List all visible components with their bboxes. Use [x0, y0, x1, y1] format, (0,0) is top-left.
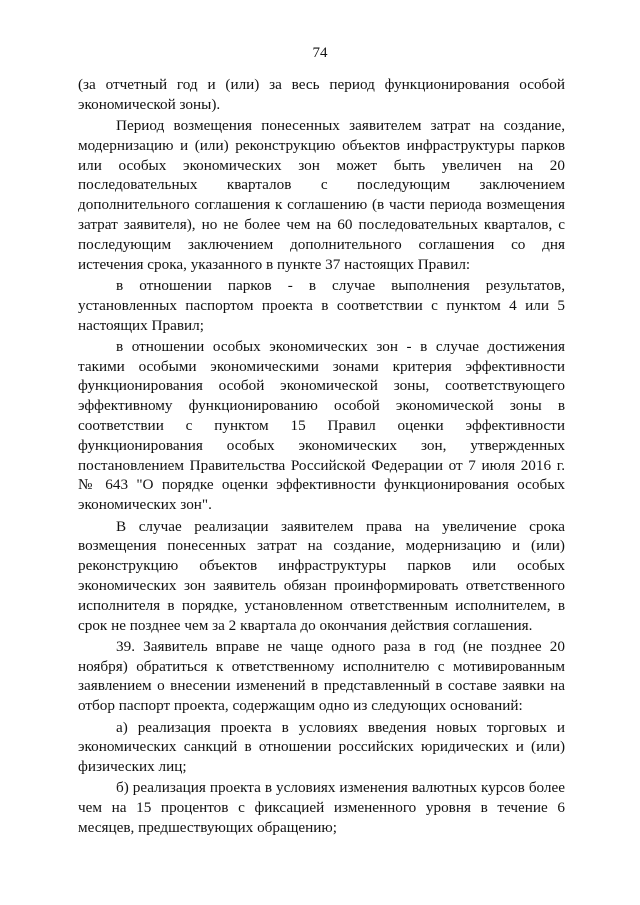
paragraph: Период возмещения понесенных заявителем затрат на создание, модернизацию и (или) реконструкцию объектов инфраструктуры парков или особых экономических зон может быть увеличен на 20 последовательных кварталов с последующим заключением дополнительного соглашения к соглашению (в части периода возмещения затрат заявителя), но не более чем на 60 последовательных кварталов, с последующим заключением дополнительного соглашения со дня истечения срока, указанного в пункте 37 настоящих Правил: — [78, 117, 565, 273]
paragraph: 39. Заявитель вправе не чаще одного раза в год (не позднее 20 ноября) обратиться к ответственному исполнителю с мотивированным заявлением о внесении изменений в представленный в составе заявки на отбор паспорт проекта, содержащим одно из следующих оснований: — [78, 637, 565, 715]
paragraph: (за отчетный год и (или) за весь период функционирования особой экономической зоны). — [78, 76, 565, 113]
paragraph: в отношении парков - в случае выполнения результатов, установленных паспортом проекта в соответствии с пунктом 4 или 5 настоящих Правил; — [78, 276, 565, 334]
document-body — [78, 75, 565, 839]
paragraph: В случае реализации заявителем права на увеличение срока возмещения понесенных затрат на создание, модернизацию и (или) реконструкцию объектов инфраструктуры парков или особых экономических зон заявитель обязан проинформировать ответственного исполнителя в порядке, установленном ответственным исполнителем, в срок не позднее чем за 2 квартала до окончания действия соглашения. — [78, 517, 565, 634]
paragraph: а) реализация проекта в условиях введения новых торговых и экономических санкций в отношении российских юридических и (или) физических лиц; — [78, 718, 565, 776]
page-number: 74 — [312, 45, 328, 61]
paragraph: в отношении особых экономических зон - в случае достижения такими особыми экономическими зонами критерия эффективности функционирования особой экономической зоны, соответствующего эффективному функционированию особой экономической зоны в соответствии с пунктом 15 Правил оценки эффективности функционирования особых экономических зон, утвержденных постановлением Правительства Российской Федерации от 7 июля 2016 г. № 643 "О порядке оценки эффективности функционирования особых экономических зон". — [78, 337, 565, 514]
paragraph: б) реализация проекта в условиях изменения валютных курсов более чем на 15 процентов с фиксацией измененного уровня в течение 6 месяцев, предшествующих обращению; — [78, 779, 565, 836]
